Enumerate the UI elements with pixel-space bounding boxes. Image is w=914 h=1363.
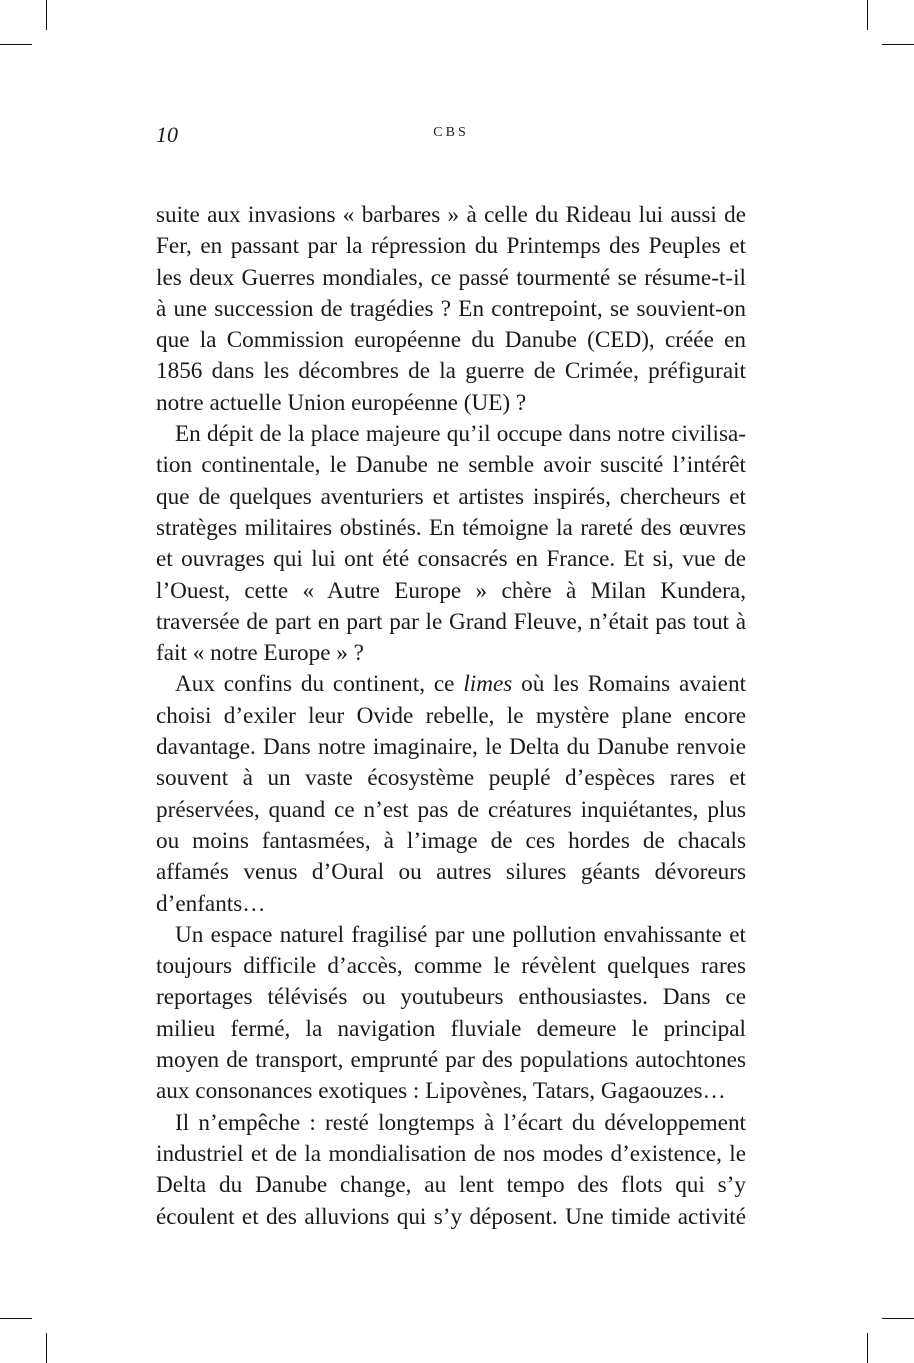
paragraph-3-text-end: où les Romains avaient choisi d’exiler leur Ovide rebelle, le mystère plane encore davantage. Dans notre imaginaire, le Delta du Danube renvoie souvent à un vaste écosystème peuplé d’espèces rares et préservées, quand ce n’est pas de créatures inquiétantes, plus ou moins fantasmées, à l’image de ces hordes de chacals affamés venus d’Oural ou autres silures géants dévoreurs d’enfants… [156,671,747,917]
paragraph-3 [156,669,746,919]
paragraph-2: En dépit de la place majeure qu’il occupe dans notre civilisation continentale, le Danube ne semble avoir suscité l’intérêt que de quelques aventuriers et artistes inspirés, chercheurs et stratèges militaires obstinés. En témoigne la rareté des œuvres et ouvrages qui lui ont été consacrés en France. Et si, vue de l’Ouest, cette « Autre Europe » chère à Milan Kundera, traversée de part en part par le Grand Fleuve, n’était pas tout à fait « notre Europe » ? [156,421,746,667]
paragraph-3-text-start: Aux confins du continent, ce [175,671,464,698]
crop-mark-top-left-horizontal [0,44,32,45]
paragraph-1: suite aux invasions « barbares » à celle du Rideau lui aussi de Fer, en passant par la répression du Printemps des Peuples et les deux Guerres mondiales, ce passé tourmenté se résume-t-il à une succession de tragédies ? En contrepoint, se souvient-on que la Commission européenne du Danube (CED), créée en 1856 dans les décombres de la guerre de Crimée, préfigurait notre actuelle Union européenne (UE) ? [156,202,746,416]
body-text [156,200,746,1233]
crop-mark-bottom-left-vertical [46,1333,47,1363]
crop-mark-bottom-left-horizontal [0,1318,32,1319]
crop-mark-top-right-vertical [867,0,868,30]
paragraph-5: Il n’empêche : resté longtemps à l’écart du développement industriel et de la mondialisation de nos modes d’existence, le Delta du Danube change, au lent tempo des flots qui s’y écoulent et des alluvions qui s’y déposent. Une timide activité [156,1109,746,1230]
crop-mark-top-right-horizontal [882,44,914,45]
crop-mark-bottom-right-vertical [867,1333,868,1363]
crop-mark-top-left-vertical [46,0,47,30]
crop-mark-bottom-right-horizontal [882,1318,914,1319]
running-head [156,120,746,150]
paragraph-4: Un espace naturel fragilisé par une pollution envahissante et toujours difficile d’accès, comme le révèlent quelques rares reportages télévisés ou youtubeurs enthousiastes. Dans ce milieu fermé, la navigation fluviale demeure le principal moyen de transport, emprunté par des populations autochtones aux consonances exotiques : Lipovènes, Tatars, Gagaouzes… [156,921,746,1105]
running-title: CBS [433,125,469,140]
page-number: 10 [156,122,178,147]
paragraph-3-italic-term: limes [463,671,513,698]
